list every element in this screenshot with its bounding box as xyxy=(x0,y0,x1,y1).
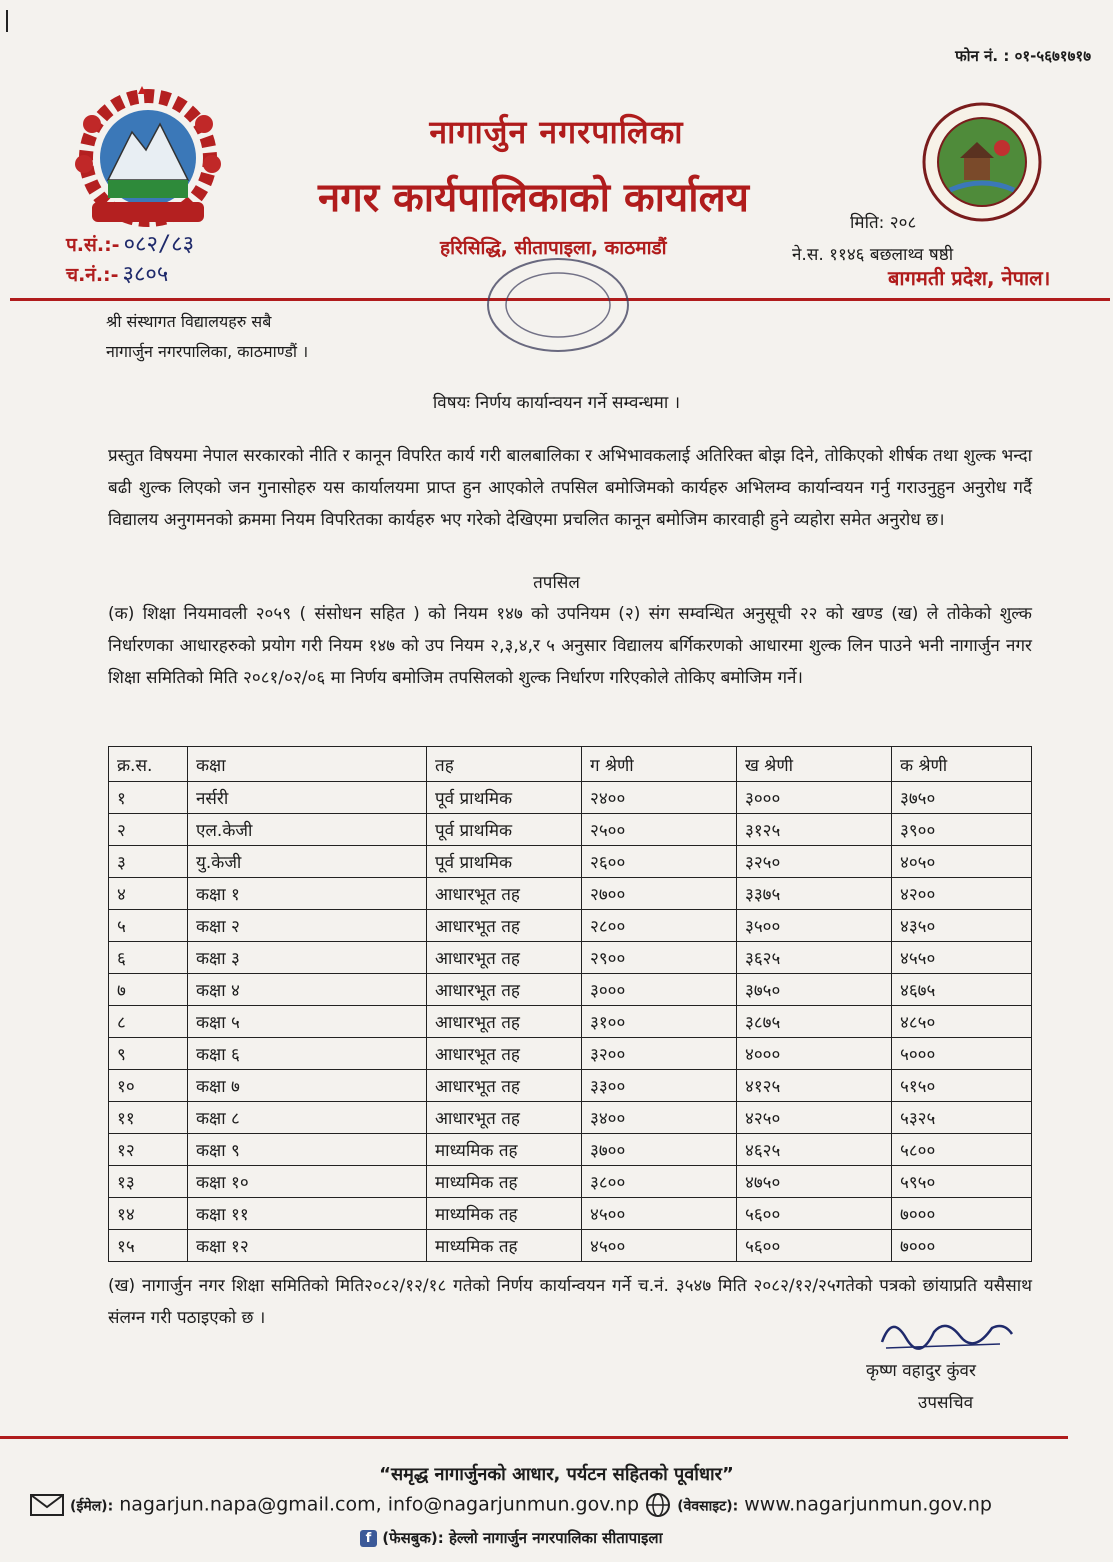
table-row xyxy=(109,1006,1032,1038)
facebook-line xyxy=(360,1528,662,1548)
cell-grade-kha: ३३७५ xyxy=(737,878,892,910)
cell-grade-ka: ५३२५ xyxy=(892,1102,1032,1134)
cell-serial: ४ xyxy=(109,878,188,910)
cell-grade-ka: ३९०० xyxy=(892,814,1032,846)
cell-class: कक्षा १० xyxy=(188,1166,427,1198)
table-row xyxy=(109,814,1032,846)
cell-class: कक्षा ६ xyxy=(188,1038,427,1070)
fee-table xyxy=(108,746,1032,1262)
nepal-emblem-icon xyxy=(62,84,234,234)
cell-level: आधारभूत तह xyxy=(427,974,582,1006)
office-name: नगर कार्यपालिकाको कार्यालय xyxy=(318,175,749,221)
cell-grade-ga: ३००० xyxy=(582,974,737,1006)
cell-grade-ga: ३२०० xyxy=(582,1038,737,1070)
header-serial: क्र.स. xyxy=(109,747,188,782)
table-row xyxy=(109,1070,1032,1102)
signatory-name: कृष्ण वहादुर कुंवर xyxy=(866,1361,976,1381)
cell-serial: ११ xyxy=(109,1102,188,1134)
signatory-title: उपसचिव xyxy=(918,1393,974,1413)
cell-serial: २ xyxy=(109,814,188,846)
cell-class: कक्षा १ xyxy=(188,878,427,910)
cell-grade-kha: ३६२५ xyxy=(737,942,892,974)
cell-grade-ka: ३७५० xyxy=(892,782,1032,814)
email-label: (ईमेल): xyxy=(70,1498,114,1515)
cell-grade-kha: ४७५० xyxy=(737,1166,892,1198)
cell-serial: ५ xyxy=(109,910,188,942)
cell-serial: १५ xyxy=(109,1230,188,1262)
municipality-seal-icon xyxy=(920,100,1044,224)
cell-class: कक्षा ८ xyxy=(188,1102,427,1134)
cell-grade-kha: ५६०० xyxy=(737,1198,892,1230)
cell-level: माध्यमिक तह xyxy=(427,1230,582,1262)
facebook-label: (फेसबुक): xyxy=(382,1529,444,1547)
cell-level: पूर्व प्राथमिक xyxy=(427,782,582,814)
table-row xyxy=(109,1102,1032,1134)
reference-number xyxy=(66,228,194,258)
cell-level: आधारभूत तह xyxy=(427,910,582,942)
table-row xyxy=(109,846,1032,878)
cell-serial: १२ xyxy=(109,1134,188,1166)
cell-serial: ८ xyxy=(109,1006,188,1038)
signature xyxy=(872,1308,1022,1358)
cell-class: कक्षा ११ xyxy=(188,1198,427,1230)
cell-serial: ९ xyxy=(109,1038,188,1070)
office-stamp-icon xyxy=(478,250,638,360)
cell-grade-kha: ३८७५ xyxy=(737,1006,892,1038)
office-address: हरिसिद्धि, सीतापाइला, काठमाडौं xyxy=(440,237,667,259)
cell-grade-ka: ४८५० xyxy=(892,1006,1032,1038)
cell-grade-ga: ४५०० xyxy=(582,1198,737,1230)
footer-divider xyxy=(0,1436,1068,1439)
cell-level: पूर्व प्राथमिक xyxy=(427,846,582,878)
website-label: (वेवसाइट): xyxy=(677,1498,739,1515)
dispatch-value: ३८०५ xyxy=(122,262,169,287)
table-row xyxy=(109,1166,1032,1198)
cell-level: माध्यमिक तह xyxy=(427,1134,582,1166)
cell-grade-ga: ३४०० xyxy=(582,1102,737,1134)
subject-line: विषयः निर्णय कार्यान्वयन गर्ने सम्वन्धमा । xyxy=(432,393,681,413)
header-grade-ga: ग श्रेणी xyxy=(582,747,737,782)
header-grade-kha: ख श्रेणी xyxy=(737,747,892,782)
table-row xyxy=(109,910,1032,942)
body-paragraph-1: प्रस्तुत विषयमा नेपाल सरकारको नीति र कानून विपरित कार्य गरी बालबालिका र अभिभावकलाई अतिरिक्त बोझ दिने, तोकिएको शीर्षक तथा शुल्क भन्दा बढी शुल्क लिएको जन गुनासोहरु यस कार्यालयमा प्राप्त हुन आएकोले तपसिल बमोजिमको कार्यहरु अभिलम्व कार्यान्वयन गर्नु गराउनुहुन अनुरोध गर्दै विद्यालय अनुगमनको क्रममा नियम विपरितका कार्यहरु भए गरेको देखिएमा प्रचलित कानून बमोजिम कारवाही हुने व्यहोरा समेत अनुरोध छ। xyxy=(108,446,1032,530)
table-row xyxy=(109,1198,1032,1230)
cell-class: कक्षा १२ xyxy=(188,1230,427,1262)
cell-grade-kha: ३७५० xyxy=(737,974,892,1006)
cell-grade-ga: ३३०० xyxy=(582,1070,737,1102)
cell-grade-ka: ७००० xyxy=(892,1198,1032,1230)
cell-grade-ka: ५८०० xyxy=(892,1134,1032,1166)
cell-grade-ga: २६०० xyxy=(582,846,737,878)
reference-value: ०८२/८३ xyxy=(123,232,195,257)
cell-grade-ka: ५१५० xyxy=(892,1070,1032,1102)
cell-serial: १ xyxy=(109,782,188,814)
recipient-line-1: श्री संस्थागत विद्यालयहरु सबै xyxy=(106,312,272,331)
cell-grade-ka: ५००० xyxy=(892,1038,1032,1070)
facebook-page[interactable]: हेल्लो नागार्जुन नगरपालिका सीतापाइला xyxy=(448,1529,663,1547)
cell-grade-ka: ५९५० xyxy=(892,1166,1032,1198)
cell-grade-kha: ४००० xyxy=(737,1038,892,1070)
cell-serial: ३ xyxy=(109,846,188,878)
body-paragraph-3: (ख) नागार्जुन नगर शिक्षा समितिको मिति२०८२/१२/१८ गतेको निर्णय कार्यान्वयन गर्ने च.नं. ३५४७ मिति २०८२/१२/२५गतेको पत्रको छांयाप्रति यसैसाथ संलग्न गरी पठाइएको छ । xyxy=(108,1276,1032,1328)
facebook-icon: f xyxy=(360,1530,377,1547)
cell-class: यु.केजी xyxy=(188,846,427,878)
scan-mark xyxy=(6,10,8,32)
cell-level: आधारभूत तह xyxy=(427,878,582,910)
phone-number: फोन नं. : ०१-५६७१७१७ xyxy=(955,47,1091,65)
cell-serial: १३ xyxy=(109,1166,188,1198)
cell-grade-ga: २७०० xyxy=(582,878,737,910)
cell-grade-kha: ३००० xyxy=(737,782,892,814)
cell-level: आधारभूत तह xyxy=(427,1102,582,1134)
website-url[interactable]: www.nagarjunmun.gov.np xyxy=(744,1493,992,1516)
cell-grade-ka: ४५५० xyxy=(892,942,1032,974)
cell-grade-ka: ४२०० xyxy=(892,878,1032,910)
cell-class: कक्षा ३ xyxy=(188,942,427,974)
header-grade-ka: क श्रेणी xyxy=(892,747,1032,782)
cell-level: आधारभूत तह xyxy=(427,1038,582,1070)
cell-grade-kha: ५६०० xyxy=(737,1230,892,1262)
table-row xyxy=(109,1134,1032,1166)
table-row xyxy=(109,1038,1032,1070)
dispatch-number xyxy=(66,258,168,288)
cell-class: कक्षा ५ xyxy=(188,1006,427,1038)
cell-grade-kha: ४६२५ xyxy=(737,1134,892,1166)
nepal-sambat-date: ने.स. ११४६ बछलाथ्व षष्ठी xyxy=(792,245,954,265)
body-paragraph-2: (क) शिक्षा नियमावली २०५९ ( संसोधन सहित ) को नियम १४७ को उपनियम (२) संग सम्वन्धित अनुसूची २२ को खण्ड (ख) ले तोकेको शुल्क निर्धारणका आधारहरुको प्रयोग गरी नियम १४७ को उप नियम २,३,४,र ५ अनुसार विद्यालय बर्गिकरणको आधारमा शुल्क लिन पाउने भनी नागार्जुन नगर शिक्षा समितिको मिति २०८१/०२/०६ मा निर्णय बमोजिम तपसिलको शुल्क निर्धारण गरिएकोले तोकिए बमोजिम गर्ने। xyxy=(108,604,1032,688)
cell-level: आधारभूत तह xyxy=(427,1006,582,1038)
cell-class: कक्षा ९ xyxy=(188,1134,427,1166)
footer-slogan: “समृद्ध नागार्जुनको आधार, पर्यटन सहितको पूर्वाधार” xyxy=(379,1464,734,1485)
cell-level: आधारभूत तह xyxy=(427,1070,582,1102)
cell-grade-ga: २९०० xyxy=(582,942,737,974)
cell-level: माध्यमिक तह xyxy=(427,1198,582,1230)
cell-grade-kha: ३५०० xyxy=(737,910,892,942)
cell-class: कक्षा ४ xyxy=(188,974,427,1006)
header-class: कक्षा xyxy=(188,747,427,782)
table-row xyxy=(109,974,1032,1006)
fee-table-header xyxy=(109,747,1032,782)
table-row xyxy=(109,1230,1032,1262)
cell-class: नर्सरी xyxy=(188,782,427,814)
header-level: तह xyxy=(427,747,582,782)
cell-grade-kha: ४२५० xyxy=(737,1102,892,1134)
cell-grade-ga: २५०० xyxy=(582,814,737,846)
cell-grade-ga: ३१०० xyxy=(582,1006,737,1038)
cell-grade-ka: ४६७५ xyxy=(892,974,1032,1006)
email-icon xyxy=(30,1494,64,1516)
municipality-name: नागार्जुन नगरपालिका xyxy=(429,113,684,151)
cell-grade-ga: २८०० xyxy=(582,910,737,942)
cell-grade-kha: ४१२५ xyxy=(737,1070,892,1102)
email-addresses[interactable]: nagarjun.napa@gmail.com, info@nagarjunmun.gov.np xyxy=(119,1493,640,1516)
table-row xyxy=(109,782,1032,814)
cell-grade-kha: ३२५० xyxy=(737,846,892,878)
province-line: बागमती प्रदेश, नेपाल। xyxy=(888,266,1051,290)
contact-line xyxy=(30,1492,992,1518)
cell-class: कक्षा ७ xyxy=(188,1070,427,1102)
cell-serial: ७ xyxy=(109,974,188,1006)
date-line: मिति: २०८ xyxy=(850,213,917,233)
cell-level: पूर्व प्राथमिक xyxy=(427,814,582,846)
table-row xyxy=(109,942,1032,974)
cell-serial: १४ xyxy=(109,1198,188,1230)
globe-icon xyxy=(645,1492,671,1518)
cell-serial: ६ xyxy=(109,942,188,974)
cell-grade-ka: ४०५० xyxy=(892,846,1032,878)
cell-grade-ga: ४५०० xyxy=(582,1230,737,1262)
cell-serial: १० xyxy=(109,1070,188,1102)
cell-grade-ga: ३८०० xyxy=(582,1166,737,1198)
cell-grade-ka: ७००० xyxy=(892,1230,1032,1262)
cell-grade-ga: २४०० xyxy=(582,782,737,814)
cell-level: माध्यमिक तह xyxy=(427,1166,582,1198)
cell-class: कक्षा २ xyxy=(188,910,427,942)
reference-label: प.सं.:- xyxy=(66,234,120,256)
cell-grade-ga: ३७०० xyxy=(582,1134,737,1166)
dispatch-label: च.नं.:- xyxy=(66,264,119,286)
cell-level: आधारभूत तह xyxy=(427,942,582,974)
cell-class: एल.केजी xyxy=(188,814,427,846)
cell-grade-ka: ४३५० xyxy=(892,910,1032,942)
recipient-line-2: नागार्जुन नगरपालिका, काठमाण्डौं । xyxy=(106,342,309,361)
fee-table-body xyxy=(109,782,1032,1262)
cell-grade-kha: ३१२५ xyxy=(737,814,892,846)
table-row xyxy=(109,878,1032,910)
tapasil-heading: तपसिल xyxy=(533,573,580,593)
